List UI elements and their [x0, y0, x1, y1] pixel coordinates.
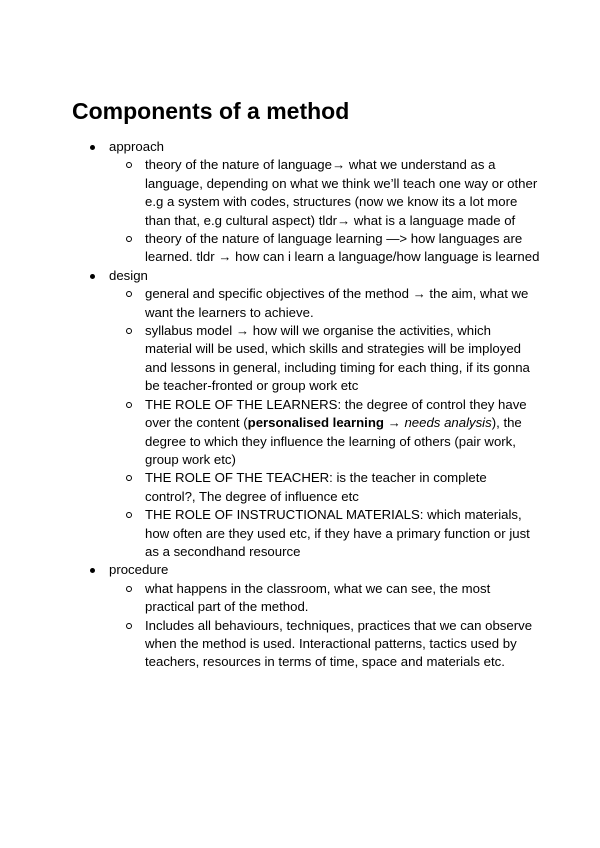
learners-bold-term: personalised learning	[247, 415, 384, 431]
section-label-approach: approach	[109, 139, 164, 154]
approach-sublist	[109, 156, 540, 266]
components-list	[90, 138, 540, 672]
procedure-sublist	[109, 580, 540, 672]
document-body	[90, 138, 540, 672]
sublist-item	[126, 617, 540, 672]
hollow-bullet-icon	[126, 623, 132, 629]
learners-text-end: ), the degree to which they influence the learning of others (pair work, group work etc)	[145, 415, 522, 467]
sublist-item	[126, 156, 540, 230]
hollow-bullet-icon	[126, 586, 132, 592]
approach-item-2: theory of the nature of language learning —> how languages are learned. tldr → how can i learn a language/how language is learned	[145, 231, 540, 265]
approach-item-1: theory of the nature of language→ what we understand as a language, depending on what we think we’ll teach one way or other e.g a system with codes, structures (now we know its a lot more than that, e.g cultural aspect) tldr→ what is a language made of	[145, 157, 538, 228]
sublist-item	[126, 322, 540, 396]
design-item-syllabus: syllabus model → how will we organise the activities, which material will be used, which skills and strategies will be imployed and lessons in general, including timing for each thing, if its gonna be teacher-fronted or group work etc	[145, 323, 530, 394]
filled-bullet-icon	[90, 274, 95, 279]
learners-text-start: THE ROLE OF THE LEARNERS: the degree of control they have over the content (	[145, 396, 527, 431]
procedure-item-1: what happens in the classroom, what we can see, the most practical part of the method.	[145, 580, 491, 615]
design-item-materials: THE ROLE OF INSTRUCTIONAL MATERIALS: which materials, how often are they used etc, if they have a primary function or just as a secondhand resource	[145, 507, 530, 559]
filled-bullet-icon	[90, 568, 95, 573]
sublist-item	[126, 580, 540, 617]
section-label-procedure: procedure	[109, 562, 169, 578]
list-item-procedure	[90, 561, 540, 671]
sublist-item	[126, 285, 540, 322]
hollow-bullet-icon	[126, 402, 132, 408]
sublist-item	[126, 469, 540, 506]
section-label-design: design	[109, 267, 148, 283]
learners-arrow: →	[383, 415, 405, 431]
page-title: Components of a method	[72, 98, 350, 124]
procedure-item-2: Includes all behaviours, techniques, practices that we can observe when the method is used. Interactional patterns, tactics used by teachers, resources in terms of time, space and materials etc.	[145, 617, 533, 670]
design-item-learners	[145, 397, 527, 467]
hollow-bullet-icon	[126, 162, 132, 168]
list-item-approach	[90, 138, 540, 267]
hollow-bullet-icon	[126, 328, 132, 334]
sublist-item	[126, 396, 540, 470]
list-item-design	[90, 267, 540, 562]
design-item-objectives: general and specific objectives of the method → the aim, what we want the learners to achieve.	[145, 286, 529, 320]
learners-italic-term: needs analysis	[404, 415, 492, 431]
hollow-bullet-icon	[126, 512, 132, 518]
sublist-item	[126, 230, 540, 267]
hollow-bullet-icon	[126, 236, 132, 242]
hollow-bullet-icon	[126, 475, 132, 481]
design-item-teacher: THE ROLE OF THE TEACHER: is the teacher in complete control?, The degree of influence etc	[145, 470, 487, 504]
sublist-item	[126, 506, 540, 561]
hollow-bullet-icon	[126, 291, 132, 297]
design-sublist	[109, 285, 540, 561]
filled-bullet-icon	[90, 145, 95, 150]
